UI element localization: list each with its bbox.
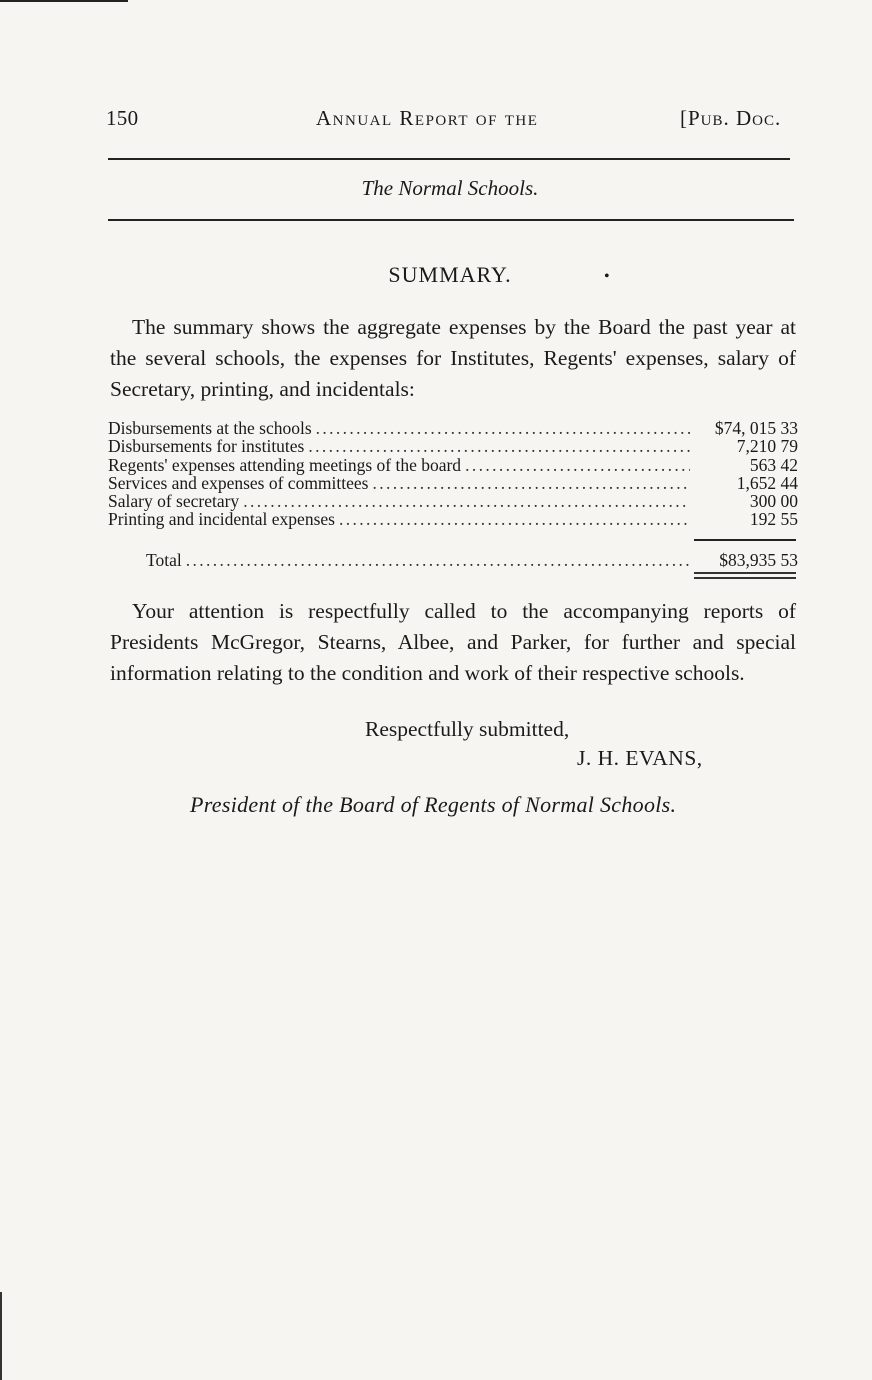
page-number: 150: [106, 106, 139, 130]
expense-row: [108, 419, 798, 437]
expense-label: Disbursements for institutes: [108, 436, 305, 457]
expense-row: [108, 492, 798, 510]
expense-amount: 563 42: [749, 454, 798, 475]
expense-row: [108, 510, 798, 528]
leader-dots: [186, 550, 690, 571]
expense-label: Regents' expenses attending meetings of the board: [108, 454, 462, 475]
leader-dots: [243, 492, 690, 510]
expense-amount: $74, 015 33: [714, 418, 798, 438]
leader-dots: [465, 456, 690, 474]
expense-label: Salary of secretary: [108, 491, 240, 512]
leader-dots: [339, 510, 690, 528]
total-double-rule-lower: [694, 577, 796, 579]
expense-label: Disbursements at the schools: [108, 418, 312, 438]
closing-salutation: Respectfully submitted,: [365, 717, 570, 741]
intro-paragraph: The summary shows the aggregate expenses by the Board the past year at the several schools, the expenses for Institutes, Regents' expenses, salary of Secretary, printing, and incidentals:: [110, 315, 796, 401]
expense-row: [108, 456, 798, 474]
expense-row: [108, 474, 798, 492]
header-rule-bottom: [108, 219, 794, 221]
expense-row: [108, 437, 798, 455]
expense-amount: 7,210 79: [736, 436, 798, 457]
total-line: [146, 550, 798, 568]
signature-name: J. H. EVANS,: [577, 746, 703, 770]
expense-table: [108, 419, 798, 529]
expense-amount: 300 00: [749, 491, 798, 512]
expense-label: Printing and incidental expenses: [108, 509, 335, 530]
total-double-rule-upper: [694, 572, 796, 574]
doc-label: [Pub. Doc.: [680, 106, 782, 130]
page-edge-top: [0, 0, 128, 2]
running-title: Annual Report of the: [316, 106, 539, 130]
leader-dots: [308, 437, 690, 455]
subheading: The Normal Schools.: [361, 176, 539, 200]
header-rule-top: [108, 158, 790, 160]
page-edge-left: [0, 1292, 2, 1380]
section-title: SUMMARY.: [388, 262, 512, 287]
closing-paragraph: Your attention is respectfully called to the accompanying reports of Presidents McGregor, Stearns, Albee, and Parker, for further and special information relating to the condition and work of their respective schools.: [110, 599, 796, 685]
leader-dots: [316, 419, 690, 437]
expense-amount: 1,652 44: [736, 472, 798, 493]
expense-amount: 192 55: [749, 509, 798, 530]
expense-label: Services and expenses of committees: [108, 472, 369, 493]
sum-rule: [694, 539, 796, 541]
total-label: Total: [146, 550, 182, 570]
signature-title: President of the Board of Regents of Normal Schools.: [190, 792, 677, 817]
total-amount: $83,935 53: [719, 550, 798, 570]
ink-mark: •: [604, 268, 610, 285]
leader-dots: [372, 474, 690, 492]
total-row: [146, 550, 798, 568]
